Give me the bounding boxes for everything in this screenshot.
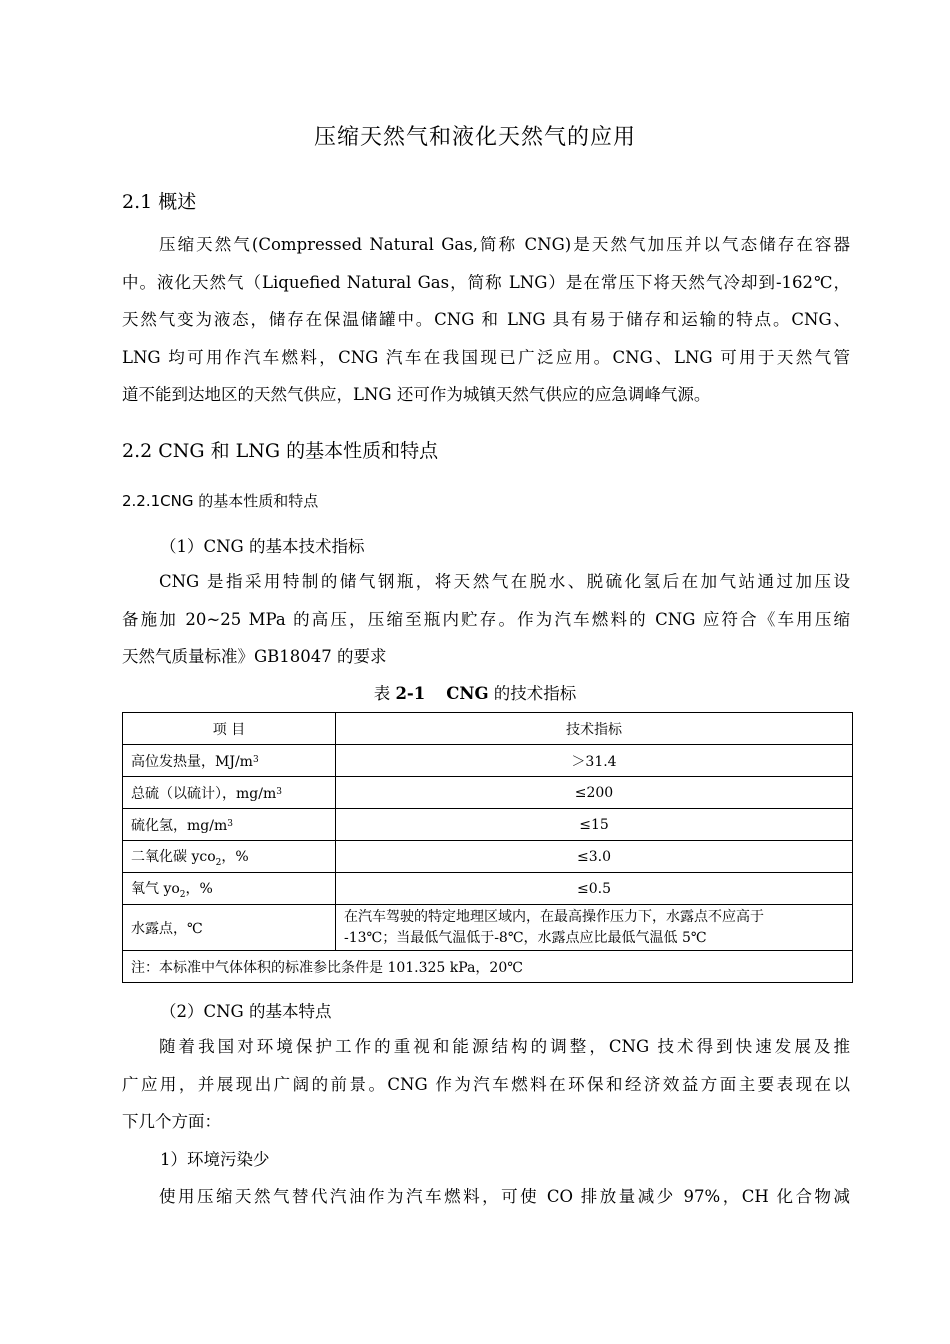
row-item: 二氧化碳 yco$_2$，% bbox=[123, 841, 336, 873]
paragraph-emission bbox=[122, 1178, 850, 1216]
row-item: 氧气 $yo_2$，% bbox=[123, 873, 336, 905]
paragraph-line: 广应用，并展现出广阔的前景。CNG 作为汽车燃料在环保和经济效益方面主要表现在以 bbox=[122, 1074, 850, 1094]
row-value: ≤200 bbox=[336, 777, 853, 809]
paragraph-line: 天然气变为液态，储存在保温储罐中。CNG 和 LNG 具有易于储存和运输的特点。CNG、 bbox=[122, 310, 850, 329]
row-item: 硫化氢，$mg/m^3$ bbox=[123, 809, 336, 841]
table-note-row bbox=[123, 951, 853, 983]
paragraph-line: LNG 均可用作汽车燃料，CNG 汽车在我国现已广泛应用。CNG、LNG 可用于天然气管 bbox=[122, 347, 850, 367]
table-row bbox=[123, 809, 853, 841]
section-heading-2-1: 2.1 概述 bbox=[122, 191, 197, 213]
header-item: 项 目 bbox=[123, 713, 336, 745]
table-row bbox=[123, 873, 853, 905]
paragraph-line: 随着我国对环境保护工作的重视和能源结构的调整，CNG 技术得到快速发展及推 bbox=[159, 1037, 850, 1056]
row-value: ≤0.5 bbox=[336, 873, 853, 905]
table-row bbox=[123, 905, 853, 951]
caption-prefix: 表 bbox=[373, 684, 391, 703]
subheading-cng-features: （2）CNG 的基本特点 bbox=[160, 1002, 332, 1021]
paragraph-overview bbox=[122, 226, 850, 414]
paragraph-line: 道不能到达地区的天然气供应，LNG 还可作为城镇天然气供应的应急调峰气源。 bbox=[122, 385, 711, 404]
caption-text: 的技术指标 bbox=[493, 684, 577, 703]
caption-number: 2-1 bbox=[395, 684, 426, 703]
row-value: ＞31.4 bbox=[336, 745, 853, 777]
table-row bbox=[123, 777, 853, 809]
paragraph-line: 天然气质量标准》GB18047 的要求 bbox=[122, 647, 387, 666]
paragraph-line: 备施加 20~25 MPa 的高压，压缩至瓶内贮存。作为汽车燃料的 CNG 应符合《车用压缩 bbox=[122, 609, 850, 629]
row-value: ≤3.0 bbox=[336, 841, 853, 873]
page-title: 压缩天然气和液化天然气的应用 bbox=[313, 125, 636, 150]
table-header-row bbox=[123, 713, 853, 745]
paragraph-line: CNG 是指采用特制的储气钢瓶，将天然气在脱水、脱硫化氢后在加气站通过加压设 bbox=[159, 572, 850, 591]
subheading-cng-indicators: （1）CNG 的基本技术指标 bbox=[160, 537, 365, 556]
row-item: 水露点，℃ bbox=[123, 905, 336, 951]
row-value: 在汽车驾驶的特定地理区域内，在最高操作压力下，水露点不应高于 -13℃；当最低气温低于-8℃，水露点应比最低气温低 5℃ bbox=[336, 905, 853, 951]
table-note: 注：本标准中气体体积的标准参比条件是 101.325 kPa，20℃ bbox=[123, 951, 853, 983]
section-heading-2-2-1: 2.2.1CNG 的基本性质和特点 bbox=[122, 492, 319, 510]
section-heading-2-2: 2.2 CNG 和 LNG 的基本性质和特点 bbox=[122, 440, 439, 462]
paragraph-cng-features bbox=[122, 1028, 850, 1141]
paragraph-line: 使用压缩天然气替代汽油作为汽车燃料，可使 CO 排放量减少 97%，CH 化合物减 bbox=[159, 1187, 850, 1206]
list-item-pollution: 1）环境污染少 bbox=[160, 1150, 270, 1169]
table-caption bbox=[0, 680, 950, 704]
table-row bbox=[123, 841, 853, 873]
caption-cng: CNG bbox=[446, 684, 489, 703]
paragraph-line: 中。液化天然气（Liquefied Natural Gas，简称 LNG）是在常压下将天然气冷却到-162℃， bbox=[122, 272, 850, 292]
cng-spec-table bbox=[122, 712, 853, 983]
header-value: 技术指标 bbox=[336, 713, 853, 745]
table-row bbox=[123, 745, 853, 777]
row-value: ≤15 bbox=[336, 809, 853, 841]
paragraph-line: 压缩天然气(Compressed Natural Gas,简称 CNG)是天然气加压并以气态储存在容器 bbox=[159, 235, 850, 254]
paragraph-cng-definition bbox=[122, 563, 850, 676]
row-item: 总硫（以硫计），$mg/m^3$ bbox=[123, 777, 336, 809]
row-item: 高位发热量，$MJ/m^3$ bbox=[123, 745, 336, 777]
paragraph-line: 下几个方面： bbox=[122, 1112, 221, 1131]
